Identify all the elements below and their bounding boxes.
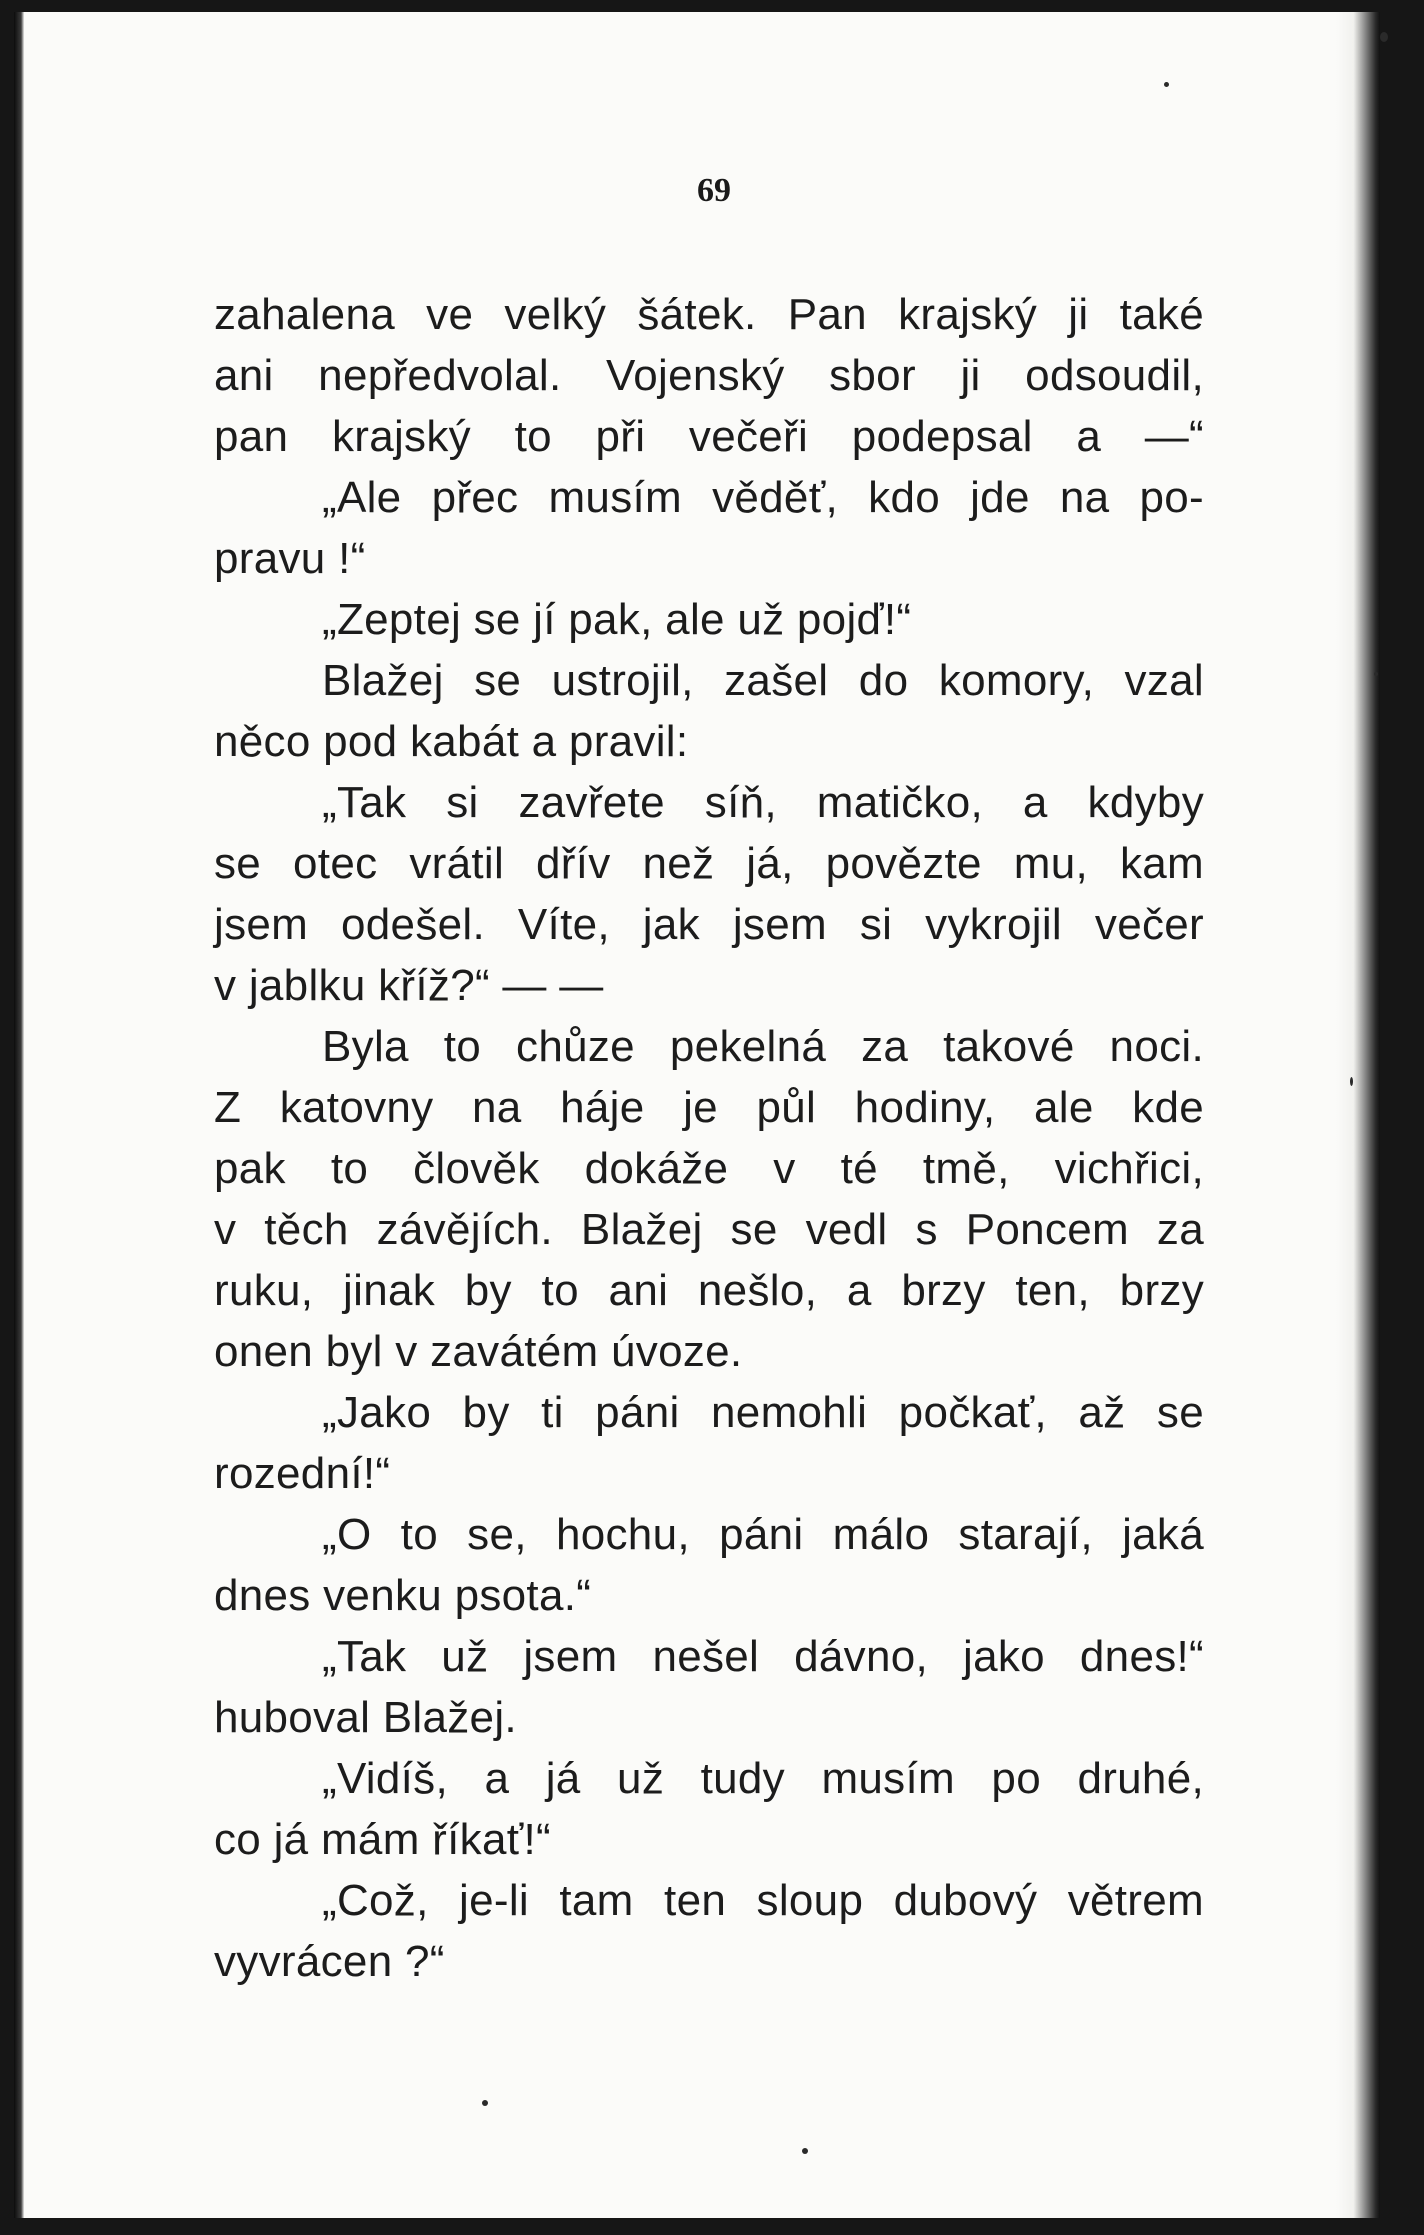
paper-speck	[1164, 82, 1169, 87]
text-line: pan krajský to při večeři podepsal a —“	[214, 412, 1204, 461]
paper-speck	[482, 2100, 488, 2106]
paper-sheet	[14, 12, 1380, 2218]
text-line: v jablku kříž?“ — —	[214, 961, 604, 1010]
text-line: dnes venku psota.“	[214, 1571, 592, 1620]
text-line: zahalena ve velký šátek. Pan krajský ji také	[214, 290, 1204, 339]
text-line: „Zeptej se jí pak, ale už pojď!“	[322, 595, 912, 644]
text-line: „Vidíš, a já už tudy musím po druhé,	[322, 1754, 1204, 1803]
text-line: něco pod kabát a pravil:	[214, 717, 689, 766]
text-line: Byla to chůze pekelná za takové noci.	[322, 1022, 1204, 1071]
page-number: 69	[697, 172, 731, 209]
text-line: ani nepředvolal. Vojenský sbor ji odsoudil,	[214, 351, 1204, 400]
text-line: huboval Blažej.	[214, 1693, 517, 1742]
text-line: „Což, je-li tam ten sloup dubový větrem	[322, 1876, 1204, 1925]
text-line: „O to se, hochu, páni málo starají, jaká	[322, 1510, 1204, 1559]
binding-edge	[14, 12, 24, 2218]
text-line: pravu !“	[214, 534, 366, 583]
text-line: „Tak už jsem nešel dávno, jako dnes!“	[322, 1632, 1204, 1681]
paper-speck	[1380, 32, 1388, 42]
text-line: onen byl v zavátém úvoze.	[214, 1327, 743, 1376]
text-line: jsem odešel. Víte, jak jsem si vykrojil večer	[214, 900, 1204, 949]
text-line: „Ale přec musím věděť, kdo jde na po-	[322, 473, 1204, 522]
text-line: vyvrácen ?“	[214, 1937, 445, 1986]
text-line: co já mám říkať!“	[214, 1815, 551, 1864]
paper-speck	[1374, 672, 1378, 676]
page-edge-shadow	[1336, 12, 1380, 2218]
text-line: se otec vrátil dřív než já, povězte mu, kam	[214, 839, 1204, 888]
text-line: ruku, jinak by to ani nešlo, a brzy ten, brzy	[214, 1266, 1204, 1315]
paper-speck	[1350, 1077, 1353, 1086]
text-line: Z katovny na háje je půl hodiny, ale kde	[214, 1083, 1204, 1132]
paper-speck	[802, 2148, 808, 2154]
text-line: rozední!“	[214, 1449, 391, 1498]
text-line: pak to člověk dokáže v té tmě, vichřici,	[214, 1144, 1204, 1193]
text-line: v těch závějích. Blažej se vedl s Poncem za	[214, 1205, 1204, 1254]
text-line: „Jako by ti páni nemohli počkať, až se	[322, 1388, 1204, 1437]
text-line: „Tak si zavřete síň, matičko, a kdyby	[322, 778, 1204, 827]
text-line: Blažej se ustrojil, zašel do komory, vzal	[322, 656, 1204, 705]
body-text	[214, 284, 1204, 1992]
